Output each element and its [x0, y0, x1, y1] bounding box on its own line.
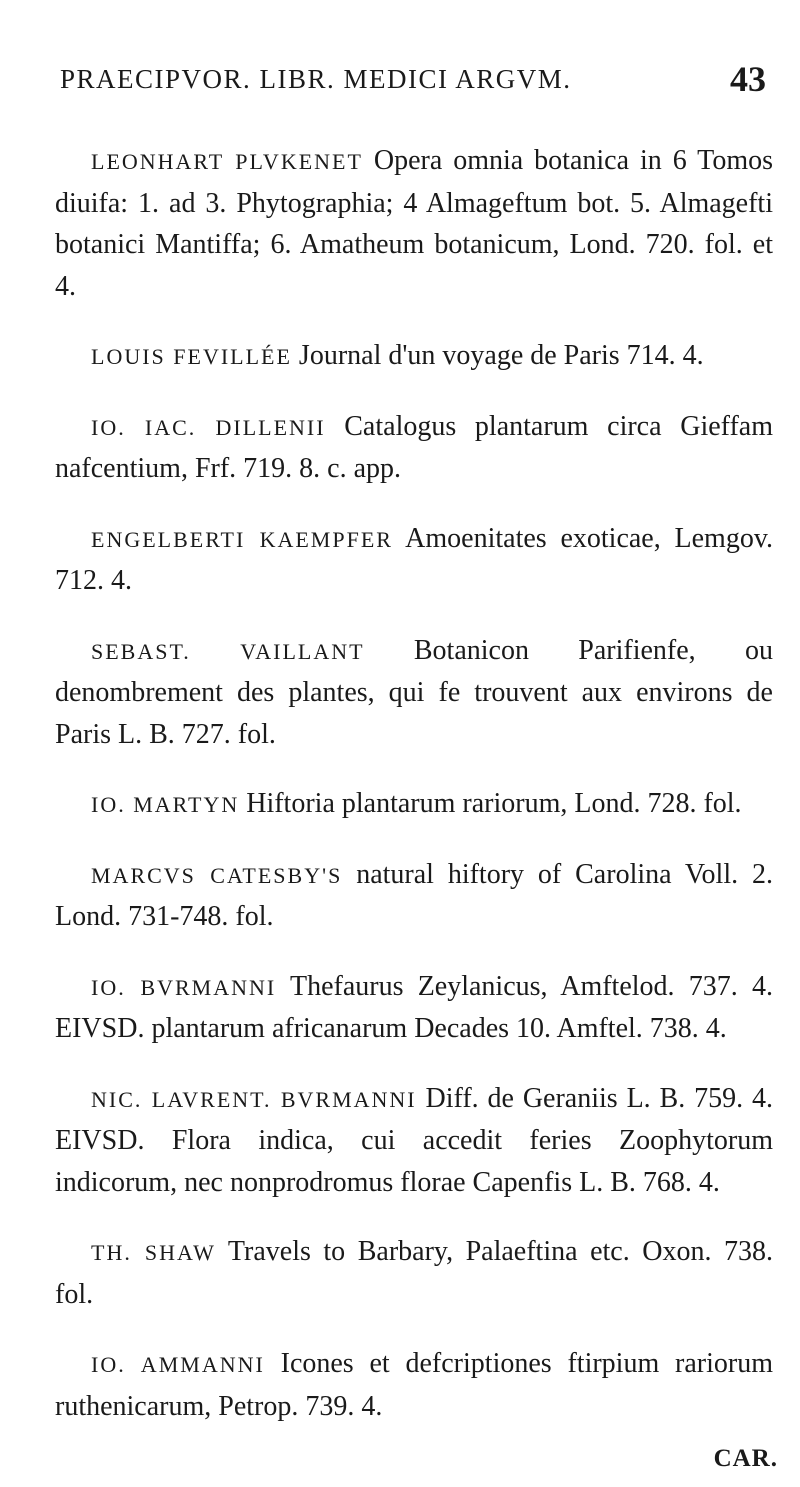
bibliography-entry	[55, 1078, 773, 1204]
entry-author: IO. IAC. DILLENII	[91, 414, 326, 440]
entry-author: LOUIS FEVILLÉE	[91, 344, 292, 369]
entry-author: IO. BVRMANNI	[91, 974, 277, 1000]
entry-author: SEBAST. VAILLANT	[91, 638, 365, 664]
entry-author: IO. MARTYN	[91, 792, 240, 817]
bibliography-entry	[55, 518, 773, 602]
entry-text: Catalogus plantarum circa Gieffam nafcentium, Frf. 719. 8. c. app.	[55, 410, 774, 484]
bibliography-entry	[55, 406, 773, 490]
entry-text: natural hiftory of Carolina Voll. 2. Lond. 731-748. fol.	[55, 858, 773, 932]
entry-text: Amoenitates exoticae, Lemgov. 712. 4.	[55, 522, 773, 596]
running-head	[60, 58, 766, 102]
bibliography-entry	[55, 783, 773, 826]
page-number: 43	[730, 59, 766, 99]
bibliography-entry	[55, 335, 773, 378]
entry-text: Thefaurus Zeylanicus, Amftelod. 737. 4. EIVSD. plantarum africanarum Decades 10. Amftel. 738. 4.	[55, 970, 773, 1044]
entry-text: Hiftoria plantarum rariorum, Lond. 728. fol.	[239, 788, 742, 819]
bibliography-list	[55, 112, 773, 1441]
entry-text: Opera omnia botanica in 6 Tomos diuifa: 1. ad 3. Phytographia; 4 Almageftum bot. 5. Almagefti botanici Mantiffa; 6. Amatheum botanicum, Lond. 720. fol. et 4.	[55, 145, 773, 302]
entry-text: Travels to Barbary, Palaeftina etc. Oxon. 738. fol.	[55, 1236, 773, 1310]
catchword: CAR.	[713, 1445, 778, 1472]
entry-author: MARCVS CATESBY'S	[91, 862, 343, 888]
bibliography-entry	[55, 140, 773, 307]
entry-author: LEONHART PLVKENET	[91, 149, 363, 174]
running-title: PRAECIPVOR. LIBR. MEDICI ARGVM.	[60, 64, 572, 94]
bibliography-entry	[55, 1343, 773, 1427]
entry-author: NIC. LAVRENT. BVRMANNI	[91, 1086, 417, 1112]
entry-text: Icones et defcriptiones ftirpium rariorum ruthenicarum, Petrop. 739. 4.	[55, 1348, 773, 1422]
entry-author: ENGELBERTI KAEMPFER	[91, 526, 393, 552]
entry-text: Journal d'un voyage de Paris 714. 4.	[291, 340, 704, 371]
bibliography-entry	[55, 1231, 773, 1315]
entry-text: Botanicon Parifienfe, ou denombrement des plantes, qui fe trouvent aux environs de Paris L. B. 727. fol.	[55, 634, 773, 750]
entry-text: Diff. de Geraniis L. B. 759. 4. EIVSD. Flora indica, cui accedit feries Zoophytorum indicorum, nec nonprodromus florae Capenfis L. B. 768. 4.	[55, 1082, 773, 1198]
bibliography-entry	[55, 630, 773, 756]
bibliography-entry	[55, 966, 773, 1050]
bibliography-entry	[55, 854, 773, 938]
entry-author: IO. AMMANNI	[91, 1352, 265, 1377]
entry-author: TH. SHAW	[91, 1240, 216, 1265]
